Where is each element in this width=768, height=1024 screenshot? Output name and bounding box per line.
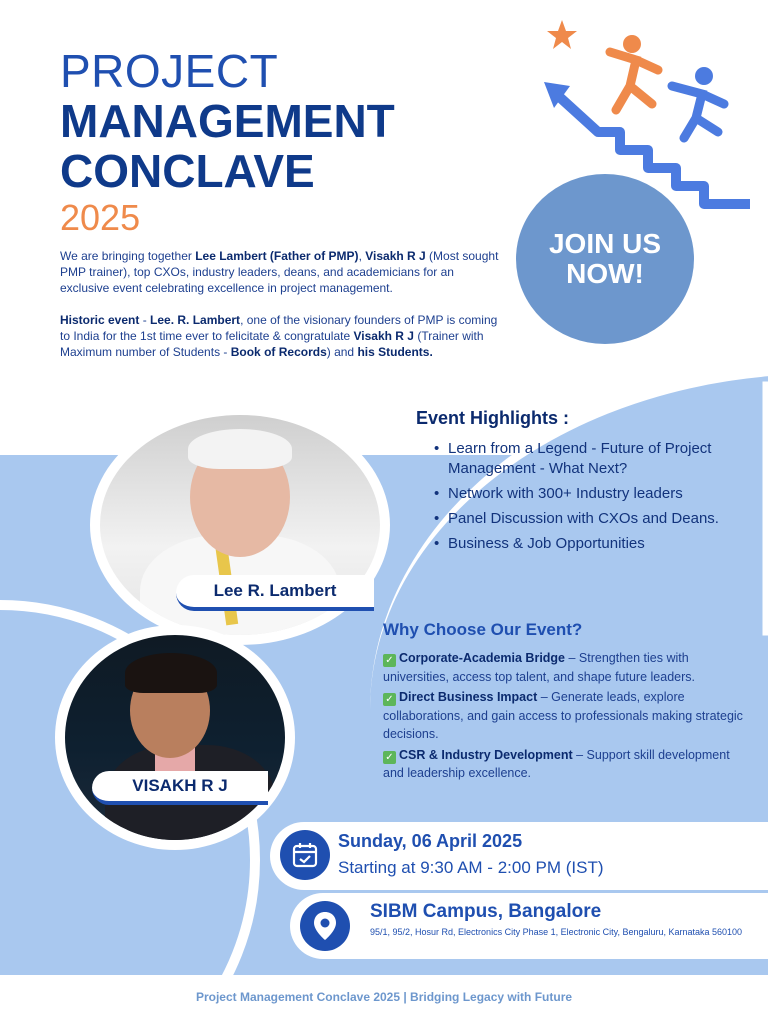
title-year: 2025 xyxy=(60,197,141,238)
check-icon: ✓ xyxy=(383,693,396,706)
title-line-project: PROJECT xyxy=(60,45,279,97)
join-us-badge[interactable] xyxy=(516,174,694,344)
speaker-name-lee: Lee R. Lambert xyxy=(176,575,374,611)
location-pin-icon xyxy=(300,901,350,951)
event-highlights xyxy=(416,408,746,559)
speaker-name-visakh: VISAKH R J xyxy=(92,771,268,805)
why-item: ✓ CSR & Industry Development – Support skill development and leadership excellence. xyxy=(383,747,730,780)
intro-text xyxy=(60,248,505,360)
intro-paragraph-1: We are bringing together Lee Lambert (Father of PMP), Visakh R J (Most sought PMP trainer), top CXOs, industry leaders, deans, and academicians for an exclusive event celebrating excellence in project management. xyxy=(60,249,499,295)
check-icon: ✓ xyxy=(383,654,396,667)
title-line-management: MANAGEMENT xyxy=(60,95,395,147)
event-time: Starting at 9:30 AM - 2:00 PM (IST) xyxy=(338,858,604,877)
calendar-icon xyxy=(280,830,330,880)
join-line-1: JOIN US xyxy=(548,228,662,259)
venue-address: 95/1, 95/2, Hosur Rd, Electronics City Phase 1, Electronic City, Bengaluru, Karnataka 560100 xyxy=(370,927,743,937)
intro-paragraph-2: Historic event - Lee. R. Lambert, one of the visionary founders of PMP is coming to India for the 1st time ever to felicitate & congratulate Visakh R J (Trainer with Maximum number of Students - Book of Records) and his Students. xyxy=(60,313,498,359)
speaker-photo-visakh xyxy=(55,625,295,850)
event-venue-pill xyxy=(290,893,768,959)
why-choose-section xyxy=(383,620,753,785)
highlight-item: • Network with 300+ Industry leaders xyxy=(416,484,746,504)
why-title: Why Choose Our Event? xyxy=(383,620,583,639)
footer-tagline: Project Management Conclave 2025 | Bridging Legacy with Future xyxy=(195,990,573,1004)
event-date-pill xyxy=(270,822,768,890)
highlights-title: Event Highlights : xyxy=(416,408,569,428)
venue-name: SIBM Campus, Bangalore xyxy=(370,901,602,922)
page-title xyxy=(60,45,395,238)
why-item: ✓ Corporate-Academia Bridge – Strengthen ties with universities, access top talent, and shape future leaders. xyxy=(383,651,695,684)
highlight-item: • Panel Discussion with CXOs and Deans. xyxy=(416,509,746,529)
event-date: Sunday, 06 April 2025 xyxy=(338,831,523,851)
check-icon: ✓ xyxy=(383,751,396,764)
highlight-item: • Learn from a Legend - Future of Project Management - What Next? xyxy=(416,439,746,479)
why-item: ✓ Direct Business Impact – Generate leads, explore collaborations, and gain access to professionals making strategic decisions. xyxy=(383,690,743,741)
title-line-conclave: CONCLAVE xyxy=(60,145,315,197)
highlight-item: • Business & Job Opportunities xyxy=(416,534,746,554)
join-line-2: NOW! xyxy=(566,258,644,289)
